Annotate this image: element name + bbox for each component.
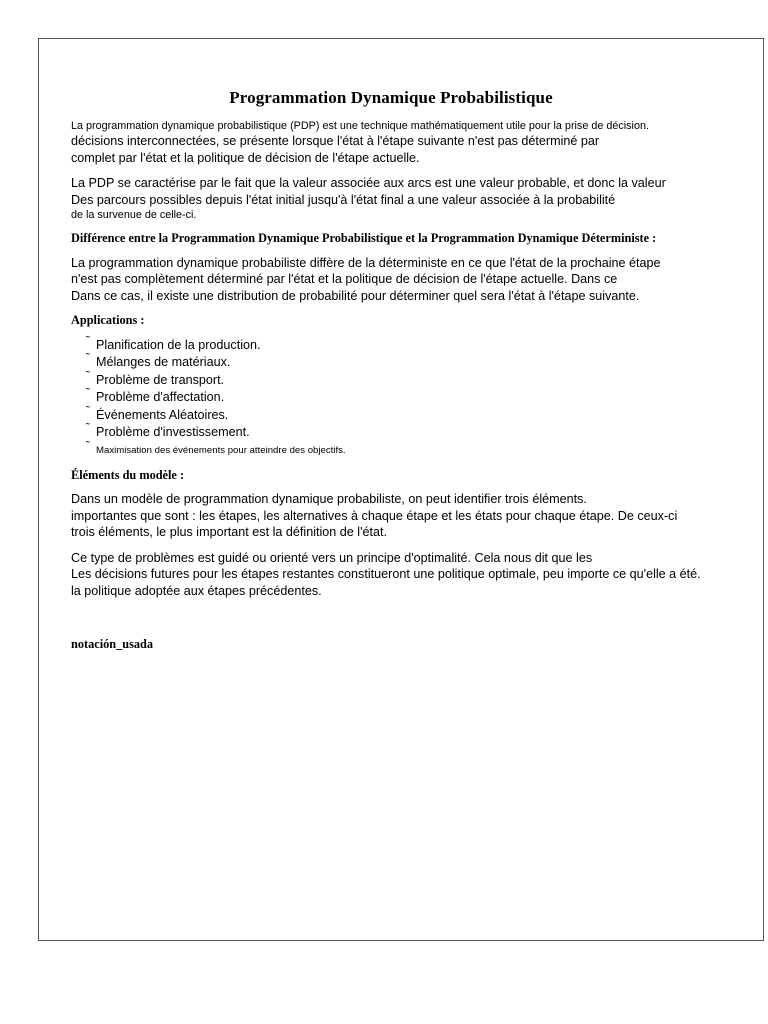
tilde-bullet-icon: ˜ [86,352,90,364]
difference-heading: Différence entre la Programmation Dynamique Probabilistique et la Programmation Dynamique Déterministe : [71,231,657,245]
list-item: ˜ Mélanges de matériaux. [86,352,231,369]
intro-line-3: complet par l'état et la politique de décision de l'étape actuelle. [71,150,420,165]
pdp-line-2: Des parcours possibles depuis l'état initial jusqu'à l'état final a une valeur associée à la probabilité [71,192,616,207]
document-title: Programmation Dynamique Probabilistique [229,88,553,107]
notation-heading: notación_usada [71,637,154,651]
pdp-paragraph [71,175,711,222]
elements-line-1: Dans un modèle de programmation dynamique probabiliste, on peut identifier trois éléments. [71,492,587,506]
tilde-bullet-icon: ˜ [86,334,90,347]
applications-list [71,334,711,459]
list-item: ˜ Problème de transport. [86,369,225,387]
list-item: ˜ Problème d'investissement. [86,422,250,439]
list-item: ˜ Planification de la production. [86,334,261,352]
elements-heading: Éléments du modèle : [71,467,185,482]
difference-line-1: La programmation dynamique probabiliste diffère de la déterministe en ce que l'état de la prochaine étape [71,255,661,270]
pdp-line-1: La PDP se caractérise par le fait que la valeur associée aux arcs est une valeur probable, et donc la valeur [71,176,666,190]
document-page [38,38,764,941]
difference-line-3: Dans ce cas, il existe une distribution de probabilité pour déterminer quel sera l'état à l'étape suivante. [71,288,640,303]
pdp-line-3: de la survenue de celle-ci. [71,209,197,221]
tilde-bullet-icon: ˜ [86,439,90,452]
list-item: ˜ Problème d'affectation. [86,387,225,404]
tilde-bullet-icon: ˜ [86,422,90,434]
tilde-bullet-icon: ˜ [86,387,90,399]
intro-line-2: décisions interconnectées, se présente lorsque l'état à l'étape suivante n'est pas déterminé par [71,134,600,148]
list-item: ˜ Événements Aléatoires. [86,404,229,422]
optimality-paragraph [71,550,711,600]
difference-paragraph [71,255,711,305]
elements-paragraph [71,491,711,541]
document-content [71,88,711,661]
tilde-bullet-icon: ˜ [86,404,90,417]
list-item: ˜ Maximisation des événements pour atteindre des objectifs. [86,439,346,456]
optimality-line-3: la politique adoptée aux étapes précédentes. [71,583,322,598]
intro-paragraph [71,119,711,166]
difference-line-2: n'est pas complètement déterminé par l'état et la politique de décision de l'étape actuelle. Dans ce [71,272,618,286]
elements-line-2: importantes que sont : les étapes, les alternatives à chaque étape et les états pour chaque étape. De ceux-ci [71,508,678,523]
intro-line-1: La programmation dynamique probabilistique (PDP) est une technique mathématiquement utile pour la prise de décision. [71,120,649,132]
optimality-line-1: Ce type de problèmes est guidé ou orienté vers un principe d'optimalité. Cela nous dit que les [71,550,593,565]
tilde-bullet-icon: ˜ [86,369,90,382]
optimality-line-2: Les décisions futures pour les étapes restantes constitueront une politique optimale, peu importe ce qu'elle a été. [71,567,701,581]
applications-heading: Applications : [71,313,145,327]
elements-line-3: trois éléments, le plus important est la définition de l'état. [71,525,388,539]
